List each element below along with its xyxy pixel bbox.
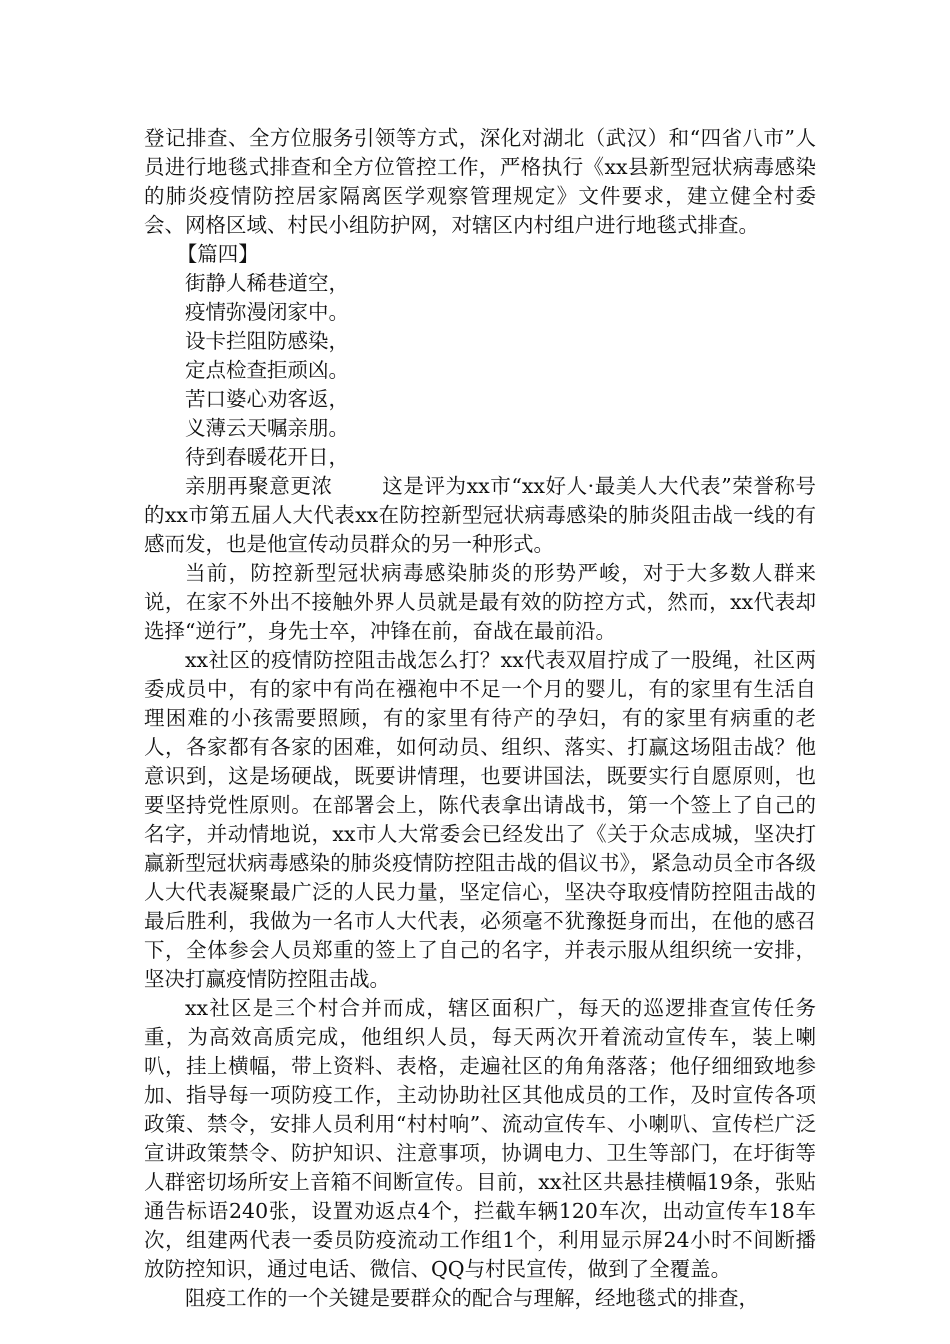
poem-line-1: 街静人稀巷道空， <box>185 271 349 295</box>
paragraph-intro: 登记排查、全方位服务引领等方式，深化对湖北（武汉）和“四省八市”人员进行地毯式排查和全方位管控工作，严格执行《xx县新型冠状病毒感染的肺炎疫情防控居家隔离医学观察管理规定》文件要求，建立健全村委会、网格区域、村民小组防护网，对辖区内村组户进行地毯式排查。 <box>144 126 816 237</box>
poem-line-8: 亲朋再聚意更浓 <box>185 474 333 498</box>
poem-line-4: 定点检查拒顽凶。 <box>185 358 349 382</box>
poem-tail-text: 这是评为xx市“xx好人·最美人大代表”荣誉称号的xx市第五届人大代表xx在防控新型冠状病毒感染的肺炎阻击战一线的有感而发，也是他宣传动员群众的另一种形式。 <box>144 474 816 556</box>
poem-line-7: 待到春暖花开日， <box>185 445 349 469</box>
paragraph-community: xx社区是三个村合并而成，辖区面积广，每天的巡逻排查宣传任务重，为高效高质完成，他组织人员，每天两次开着流动宣传车，装上喇叭，挂上横幅，带上资料、表格，走遍社区的角角落落；他仔细细致地参加、指导每一项防疫工作，主动协助社区其他成员的工作，及时宣传各项政策、禁令，安排人员利用“村村响”、流动宣传车、小喇叭、宣传栏广泛宣讲政策禁令、防护知识、注意事项，协调电力、卫生等部门，在圩街等人群密切场所安上音箱不间断宣传。目前，xx社区共悬挂横幅19条，张贴通告标语240张，设置劝返点4个，拦截车辆120车次，出动宣传车18车次，组建两代表一委员防疫流动工作组1个，利用显示屏24小时不间断播放防控知识，通过电话、微信、QQ与村民宣传，做到了全覆盖。 <box>144 996 816 1281</box>
paragraph-situation: 当前，防控新型冠状病毒感染肺炎的形势严峻，对于大多数人群来说，在家不外出不接触外界人员就是最有效的防控方式，然而，xx代表却选择“逆行”，身先士卒，冲锋在前，奋战在最前沿。 <box>144 561 816 643</box>
poem-line-6: 义薄云天嘱亲朋。 <box>185 416 349 440</box>
poem-line-2: 疫情弥漫闭家中。 <box>185 300 349 324</box>
paragraph-mobilization: xx社区的疫情防控阻击战怎么打？xx代表双眉拧成了一股绳，社区两委成员中，有的家中有尚在襁袍中不足一个月的婴儿，有的家里有生活自理困难的小孩需要照顾，有的家里有待产的孕妇，有的家里有病重的老人，各家都有各家的困难，如何动员、组织、落实、打赢这场阻击战？他意识到，这是场硬战，既要讲情理，也要讲国法，既要实行自愿原则，也要坚持党性原则。在部署会上，陈代表拿出请战书，第一个签上了自己的名字，并动情地说，xx市人大常委会已经发出了《关于众志成城，坚决打赢新型冠状病毒感染的肺炎疫情防控阻击战的倡议书》，紧急动员全市各级人大代表凝聚最广泛的人民力量，坚定信心，坚决夺取疫情防控阻击战的最后胜利，我做为一名市人大代表，必须毫不犹豫挺身而出，在他的感召下，全体参会人员郑重的签上了自己的名字，并表示服从组织统一安排，坚决打赢疫情防控阻击战。 <box>144 648 816 991</box>
poem-line-3: 设卡拦阻防感染， <box>185 329 349 353</box>
section-heading: 【篇四】 <box>176 242 259 266</box>
poem-line-5: 苦口婆心劝客返， <box>185 387 349 411</box>
document-body <box>144 124 816 1313</box>
poem-final-paragraph <box>144 472 816 559</box>
paragraph-closing: 阻疫工作的一个关键是要群众的配合与理解，经地毯式的排查， <box>185 1286 759 1310</box>
